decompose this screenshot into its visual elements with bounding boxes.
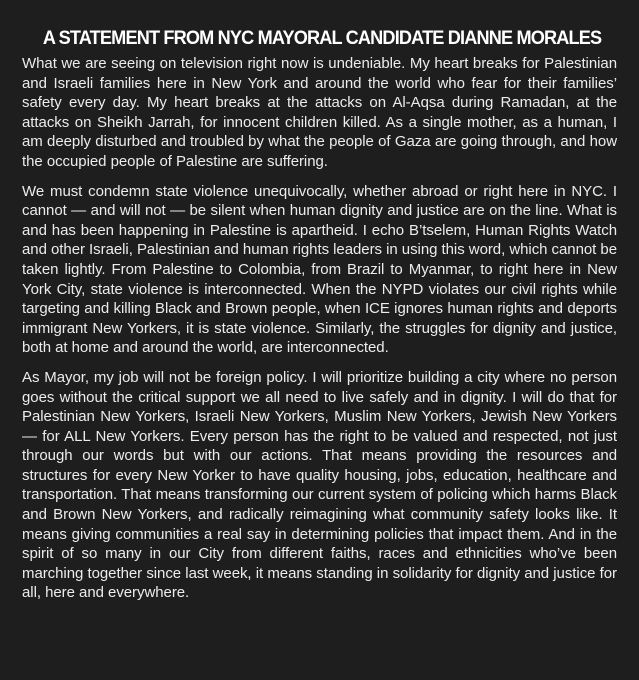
- statement-paragraph-3: As Mayor, my job will not be foreign policy. I will prioritize building a city where no person goes without the critical support we all need to live safely and in dignity. I will do that for Palestinian New Yorkers, Israeli New Yorkers, Muslim New Yorkers, Jewish New Yorkers — for ALL New Yorkers. Every person has the right to be valued and respected, not just through our words but with our actions. That means providing the resources and structures for every New Yorker to have quality housing, jobs, education, healthcare and transportation. That means transforming our current system of policing which harms Black and Brown New Yorkers, and radically reimagining what community safety looks like. It means giving communities a real say in determining policies that impact them. And in the spirit of so many in our City from different faiths, races and ethnicities who’ve been marching together since last week, it means standing in solidarity for dignity and justice for all, here and everywhere.: [22, 368, 617, 602]
- statement-paragraph-1: What we are seeing on television right now is undeniable. My heart breaks for Palestinian and Israeli families here in New York and around the world who fear for their families’ safety every day. My heart breaks at the attacks on Al-Aqsa during Ramadan, at the attacks on Sheikh Jarrah, for innocent children killed. As a single mother, as a human, I am deeply disturbed and troubled by what the people of Gaza are going through, and how the occupied people of Palestine are suffering.: [22, 55, 617, 170]
- statement-paragraph-2: We must condemn state violence unequivocally, whether abroad or right here in NYC. I cannot — and will not — be silent when human dignity and justice are on the line. What is and has been happening in Palestine is apartheid. I echo B’tselem, Human Rights Watch and other Israeli, Palestinian and human rights leaders in using this word, which cannot be taken lightly. From Palestine to Colombia, from Brazil to Myanmar, to right here in New York City, state violence is interconnected. When the NYPD violates our civil rights while targeting and killing Black and Brown people, when ICE ignores human rights and deports immigrant New Yorkers, it is state violence. Similarly, the struggles for dignity and justice, both at home and around the world, are interconnected.: [22, 182, 617, 357]
- statement-title: A STATEMENT FROM NYC MAYORAL CANDIDATE DIANNE MORALES: [42, 27, 602, 49]
